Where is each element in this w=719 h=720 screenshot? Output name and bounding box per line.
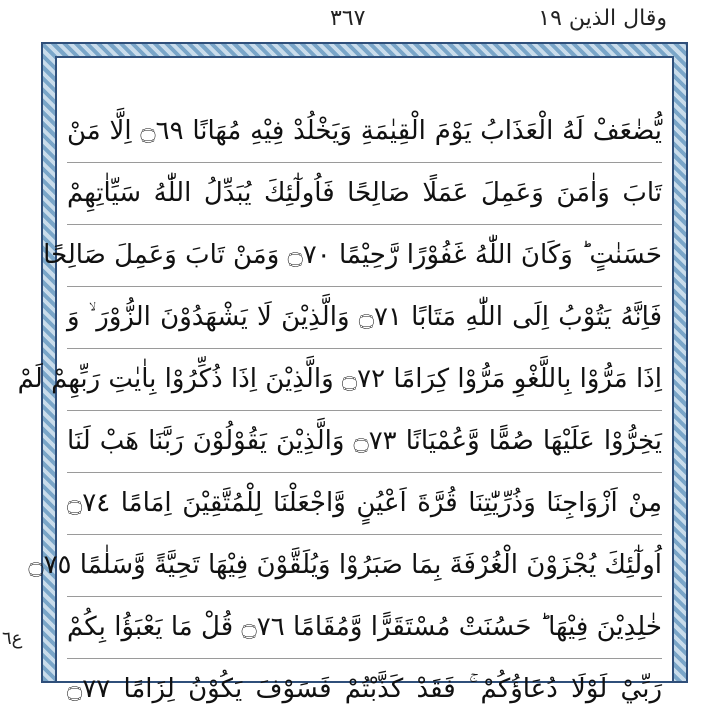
- ruku-margin-mark: ع٦: [2, 628, 23, 649]
- text-line-1: يُّضٰعَفْ لَهُ الْعَذَابُ يَوْمَ الْقِيٰمَةِ وَيَخْلُدْ فِيْهِ مُهَانًا ۝٦٩ اِلَّا مَنْ: [67, 100, 662, 163]
- juz-header: وقال الذين ١٩: [538, 6, 667, 31]
- page-number: ٣٦٧: [330, 6, 366, 31]
- text-line-7: مِنْ اَزْوَاجِنَا وَذُرِّيّٰتِنَا قُرَّةَ اَعْيُنٍ وَّاجْعَلْنَا لِلْمُتَّقِيْنَ اِمَامًا ۝٧٤: [67, 472, 662, 535]
- text-line-9: خٰلِدِيْنَ فِيْهَا ؕ حَسُنَتْ مُسْتَقَرًّا وَّمُقَامًا ۝٧٦ قُلْ مَا يَعْبَؤُا بِكُمْ: [67, 596, 662, 659]
- text-area: [17, 56, 674, 704]
- text-line-10: رَبِّيْ لَوْلَا دُعَاؤُكُمْ ۚ فَقَدْ كَذَّبْتُمْ فَسَوْفَ يَكُوْنُ لِزَامًا ۝٧٧: [67, 674, 662, 704]
- text-line-3: حَسَنٰتٍ ؕ وَكَانَ اللّٰهُ غَفُوْرًا رَّحِيْمًا ۝٧٠ وَمَنْ تَابَ وَعَمِلَ صَالِحًا: [67, 224, 662, 287]
- page-border: [17, 42, 688, 704]
- text-line-5: اِذَا مَرُّوْا بِاللَّغْوِ مَرُّوْا كِرَامًا ۝٧٢ وَالَّذِيْنَ اِذَا ذُكِّرُوْا بِاٰيٰتِ رَبِّهِمْ لَمْ: [67, 348, 662, 411]
- text-line-4: فَاِنَّهُ يَتُوْبُ اِلَى اللّٰهِ مَتَابًا ۝٧١ وَالَّذِيْنَ لَا يَشْهَدُوْنَ الزُّوْرَ ۙ وَ: [67, 286, 662, 349]
- text-line-8: اُولٰٓئِكَ يُجْزَوْنَ الْغُرْفَةَ بِمَا صَبَرُوْا وَيُلَقَّوْنَ فِيْهَا تَحِيَّةً وَّسَلٰمًا ۝٧٥: [67, 534, 662, 597]
- text-line-6: يَخِرُّوْا عَلَيْهَا صُمًّا وَّعُمْيَانًا ۝٧٣ وَالَّذِيْنَ يَقُوْلُوْنَ رَبَّنَا هَبْ لَنَا: [67, 410, 662, 473]
- text-line-2: تَابَ وَاٰمَنَ وَعَمِلَ عَمَلًا صَالِحًا فَاُولٰٓئِكَ يُبَدِّلُ اللّٰهُ سَيِّاٰتِهِمْ: [67, 162, 662, 225]
